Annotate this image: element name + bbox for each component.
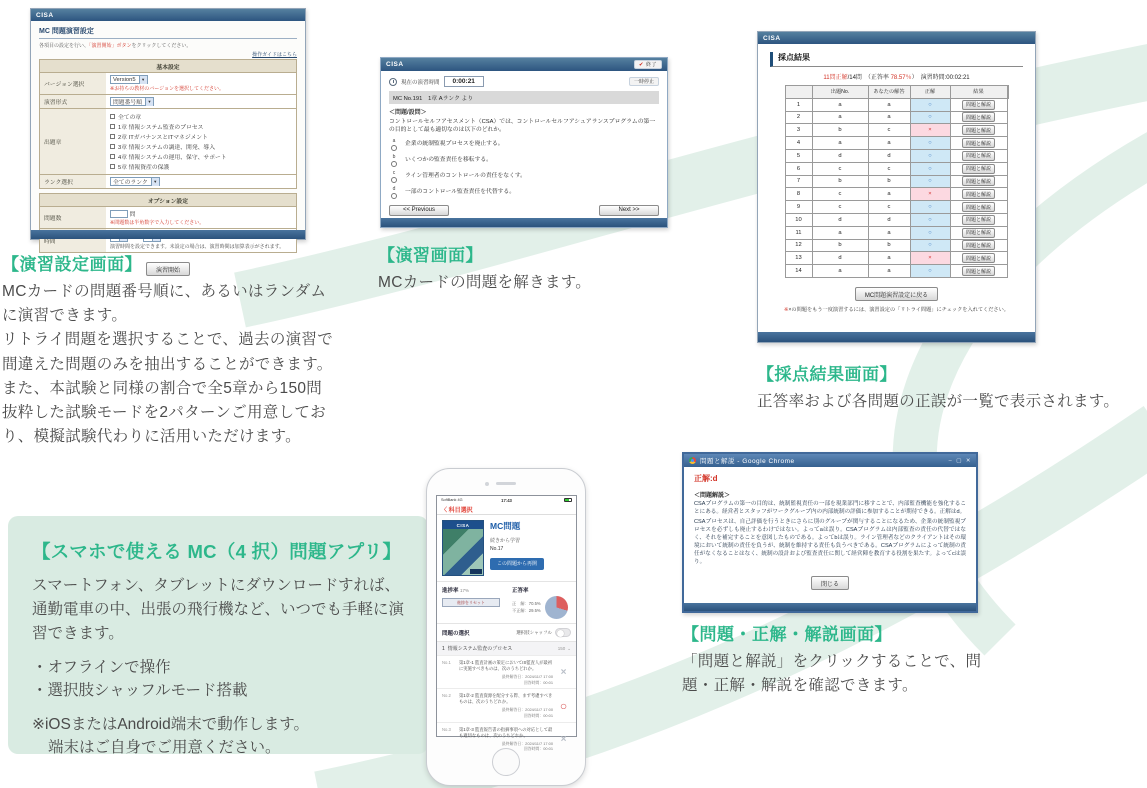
chapter-checkbox-list [106, 109, 296, 174]
chapter-checkbox[interactable] [110, 152, 292, 161]
window-bottom-bar [758, 332, 1035, 342]
item-no: No.2 [442, 693, 451, 699]
answer-option[interactable] [389, 171, 659, 183]
table-row [786, 214, 1009, 227]
item-question-text: 第1章-1 監査計画の策定においてIS監査人が最初に実施すべきものは、次のうちどれか。 [459, 660, 553, 672]
chevron-down-icon: ⌄ [567, 645, 571, 651]
result-table-body [786, 99, 1009, 278]
correct-answer: a [869, 188, 911, 201]
resume-label: 続きから学習 [490, 538, 521, 544]
version-label: バージョン選択 [40, 73, 106, 94]
panel-bullets: ・オフラインで操作 ・選択肢シャッフルモード搭載 [32, 659, 248, 700]
correct-answer: d [869, 214, 911, 227]
column-header: 結果 [951, 86, 1008, 99]
table-row [786, 112, 1009, 125]
time-note: 演習時間を設定できます。未設定の場合は、演習時間は加算表示がされます。 [110, 243, 285, 250]
correct-answer: a [869, 99, 911, 112]
section-basic: 基本設定 [39, 60, 297, 73]
checkbox-icon[interactable] [110, 124, 115, 129]
back-link[interactable]: 〈 科目選択 [441, 507, 473, 514]
your-answer: b [813, 240, 869, 253]
correct-answer: c [869, 124, 911, 137]
result-window [757, 31, 1036, 343]
chapter-checkbox-label: 4章 情報システムの運用、保守、サポート [118, 155, 227, 161]
your-answer: a [813, 227, 869, 240]
chevron-down-icon: ▼ [145, 98, 153, 106]
chapter-checkbox-label: 5章 情報資産の保護 [118, 165, 170, 171]
count-note: ※問題数は半角数字で入力してください。 [110, 220, 205, 227]
caption-title: 【問題・正解・解説画面】 [682, 625, 892, 644]
your-answer: b [813, 124, 869, 137]
correct-answer: a [869, 137, 911, 150]
result-mark: ○ [911, 240, 951, 253]
table-row [786, 240, 1009, 253]
accuracy-pie-chart [545, 596, 568, 619]
accuracy-values: 正 解：70.5% 不正解：29.5% [512, 601, 541, 613]
table-row [786, 163, 1009, 176]
shuffle-toggle[interactable] [555, 628, 571, 637]
result-mark: ○ [911, 265, 951, 278]
settings-titlebar [31, 9, 305, 21]
shuffle-label: 選択肢シャッフル [516, 629, 552, 635]
progress-label: 進捗率 17% [442, 588, 470, 594]
panel-title: 【スマホで使える MC（4 択）問題アプリ】 [32, 541, 402, 562]
accuracy-label: 正答率 [512, 588, 529, 594]
quit-button[interactable]: ✔ 終了 [634, 60, 662, 69]
checkbox-icon[interactable] [110, 114, 115, 119]
correct-answer: d [869, 150, 911, 163]
option-text: いくつかの監査責任を移転する。 [405, 156, 492, 163]
minimize-icon[interactable]: – [948, 457, 953, 464]
column-header: 出題No. [813, 86, 869, 99]
question-list [437, 655, 576, 755]
chapter-group-header[interactable] [437, 641, 576, 655]
chapter-checkbox-label: 全ての章 [118, 115, 142, 121]
item-question-text: 第1章-2 監査資源を配分する際、まず考慮すべきものは、次のうちどれか。 [459, 693, 553, 705]
table-row [786, 137, 1009, 150]
stats-row [437, 581, 576, 623]
question-text: コントロールセルフアセスメント（CSA）では、コントロールセルフアシュアランスプログラムの第一の目的として最も適切なのは以下のどれか。 [389, 119, 656, 134]
chapter-checkbox[interactable] [110, 112, 292, 121]
explain-button[interactable]: 問題と解説 [962, 202, 995, 212]
explain-button[interactable]: 問題と解説 [962, 266, 995, 276]
result-table-header [786, 86, 1009, 99]
caption-body: MCカードの問題番号順に、あるいはランダムに演習できます。 リトライ問題を選択することで、過去の演習で間違えた問題のみを抽出することができます。また、本試験と同様の割合で全5章から150問抜粋した試験モードを2パターンご用意しており、模擬試験代わりに活用いただけます。 [2, 283, 334, 446]
option-text: 一部のコントロール監査責任を代替する。 [405, 188, 516, 195]
result-mark: ○ [911, 137, 951, 150]
correct-answer: c [869, 163, 911, 176]
home-button[interactable] [492, 748, 520, 776]
explain-button[interactable]: 問題と解説 [962, 215, 995, 225]
radio-icon[interactable] [391, 161, 397, 167]
window-title: 問題と解説 - Google Chrome [700, 458, 795, 465]
correct-answer: a [869, 265, 911, 278]
close-icon[interactable]: ✕ [965, 457, 971, 464]
settings-caption [2, 250, 336, 449]
item-no: No.3 [442, 726, 451, 732]
timer-row [389, 76, 659, 87]
explanation-paragraph: CSAプロセスは、自己評価を行うときにさらに別のグループが関与することになるため、企業の統制監視プロセスを必ずしも廃止するわけではない。よってaは誤り。CSAプログラムは内部監査の責任の代替ではなく、それを補完することを意図したものである。よってbは誤り。ライン管理者などのクライアントはその環境において統制の責任を負うが、統制を維持する責任も負うべきである。CSAプログラムによって統制の責任がなくなることはなく、統制の設計および監査責任に関して経営陣を教育する役割を果たす。よってcは誤り。 [694, 518, 966, 565]
close-button[interactable]: 閉じる [811, 576, 849, 590]
column-header: 正解 [911, 86, 951, 99]
subject-card [437, 515, 576, 581]
table-row [786, 265, 1009, 278]
checkbox-icon[interactable] [110, 154, 115, 159]
correct-answer: a [869, 252, 911, 265]
item-meta: 最終解答日：2024/11/7 17:00 回答時間：00:01 [501, 674, 553, 685]
question-no: 3 [786, 124, 813, 137]
select-label: 問題の選択 [442, 630, 470, 637]
explain-button[interactable]: 問題と解説 [962, 189, 995, 199]
chapter-checkbox-label: 2章 ITガバナンスとITマネジメント [118, 135, 208, 141]
correct-answer-label: 正解:d [694, 474, 718, 483]
explanation-heading: ＜問題解説＞ [694, 493, 731, 499]
window-title: CISA [763, 34, 781, 42]
clock-label: 17:43 [501, 497, 512, 503]
explain-button[interactable]: 問題と解説 [962, 240, 995, 250]
correct-answer: c [869, 201, 911, 214]
phone-speaker [496, 482, 516, 485]
question-heading: ＜問題/設問＞ [389, 110, 427, 116]
question-info-bar: MC No.191 1章 Aランク より [389, 91, 659, 104]
correct-answer: b [869, 176, 911, 189]
explain-button[interactable]: 問題と解説 [962, 176, 995, 186]
maximize-icon[interactable]: ▢ [956, 457, 962, 464]
question-no: 4 [786, 137, 813, 150]
result-mark: × [911, 188, 951, 201]
table-row [786, 99, 1009, 112]
caption-title: 【演習画面】 [378, 246, 483, 265]
cover-badge [470, 569, 482, 574]
question-no: 11 [786, 227, 813, 240]
explain-button[interactable]: 問題と解説 [962, 112, 995, 122]
result-mark: × [911, 252, 951, 265]
chapter-checkbox-label: 3章 情報システムの調達、開発、導入 [118, 145, 216, 151]
option-letter: a [392, 137, 396, 144]
rank-label: ランク選択 [40, 175, 106, 188]
item-meta: 最終解答日：2024/11/7 17:00 回答時間：00:01 [501, 707, 553, 719]
resume-question-no: No.17 [490, 546, 504, 552]
explanation-window [682, 452, 978, 613]
option-text: ライン管理者のコントロールの責任をなくす。 [405, 172, 526, 179]
rank-select[interactable]: 全てのランク ▼ [110, 177, 160, 186]
explain-button[interactable]: 問題と解説 [962, 164, 995, 174]
your-answer: c [813, 163, 869, 176]
column-header: あなたの解答 [869, 86, 911, 99]
question-no: 13 [786, 252, 813, 265]
result-caption [757, 360, 1147, 414]
question-no: 5 [786, 150, 813, 163]
next-button[interactable]: Next >> [599, 205, 659, 216]
question-no: 6 [786, 163, 813, 176]
question-count-label: 問題数 [40, 207, 106, 228]
window-title: CISA [36, 11, 54, 19]
section-option: オプション設定 [39, 193, 297, 207]
guide-link[interactable]: 操作ガイドはこちら [252, 52, 297, 58]
practice-caption [378, 241, 678, 295]
result-mark: ○ [911, 227, 951, 240]
your-answer: a [813, 137, 869, 150]
explain-button[interactable]: 問題と解説 [962, 100, 995, 110]
result-mark: × [911, 124, 951, 137]
check-icon: ✔ [638, 61, 644, 68]
answer-option[interactable] [389, 139, 659, 151]
timer-value: 0:00:21 [444, 76, 484, 87]
your-answer: d [813, 252, 869, 265]
result-table [785, 85, 1009, 278]
window-bottom-bar [381, 218, 667, 227]
progress-reset-button[interactable]: 進捗をリセット [442, 598, 500, 607]
result-mark: × [560, 733, 567, 745]
checkbox-icon[interactable] [110, 144, 115, 149]
chapter-checkbox-label: 1章 情報システム監査のプロセス [118, 125, 204, 131]
start-practice-button[interactable]: 演習開始 [146, 262, 190, 276]
column-header [1008, 86, 1009, 99]
timer-label: 現在の演習時間 [401, 79, 440, 86]
window-bottom-bar [31, 230, 305, 239]
format-label: 演習形式 [40, 95, 106, 108]
explain-button[interactable]: 問題と解説 [962, 228, 995, 238]
explanation-paragraph: CSAプログラムの第一の目的は、統制監視責任の一部を現業部門に移すことで、内部監査機能を強化することにある。経営者とスタッフがワークグループ内の内部統制の評価に参加することが期待できる。正解はd。 [694, 501, 966, 515]
checkbox-icon[interactable] [110, 134, 115, 139]
smartphone-mockup [426, 468, 586, 786]
your-answer: a [813, 265, 869, 278]
practice-titlebar [381, 58, 667, 71]
caption-title: 【演習設定画面】 [2, 255, 142, 274]
group-no: 1 [442, 645, 445, 652]
caption-body: 正答率および各問題の正誤が一覧で表示されます。 [757, 393, 1120, 410]
table-row [786, 201, 1009, 214]
question-no: 2 [786, 112, 813, 125]
phone-screen [436, 495, 577, 752]
page-title: MC 問題演習設定 [39, 26, 297, 39]
chrome-icon [689, 457, 696, 464]
item-meta: 最終解答日：2024/11/7 17:00 回答時間：00:01 [501, 740, 553, 752]
version-select[interactable]: Version5 ▼ [110, 75, 148, 84]
explain-button[interactable]: 問題と解説 [962, 125, 995, 135]
chevron-down-icon: ▼ [139, 76, 147, 84]
result-mark: ○ [911, 214, 951, 227]
your-answer: d [813, 214, 869, 227]
explain-button[interactable]: 問題と解説 [962, 151, 995, 161]
app-nav-bar [437, 504, 576, 515]
answer-options [389, 139, 659, 199]
panel-notes: ※iOSまたはAndroid端末で動作します。 端末はご自身でご用意ください。 [32, 715, 310, 756]
answer-option[interactable] [389, 155, 659, 167]
caption-title: 【採点結果画面】 [757, 365, 897, 384]
practice-window [380, 57, 668, 228]
radio-icon[interactable] [391, 145, 397, 151]
status-bar [437, 496, 576, 504]
item-no: No.1 [442, 660, 451, 665]
radio-icon[interactable] [391, 193, 397, 199]
your-answer: c [813, 201, 869, 214]
phone-camera [485, 482, 489, 486]
back-to-settings-button[interactable]: MC問題演習設定に戻る [855, 287, 938, 301]
your-answer: c [813, 188, 869, 201]
clock-icon [389, 78, 397, 86]
explain-button[interactable]: 問題と解説 [962, 138, 995, 148]
your-answer: a [813, 112, 869, 125]
option-text: 企業の統制監視プロセスを廃止する。 [405, 140, 504, 147]
chapter-checkbox[interactable] [110, 122, 292, 131]
question-no: 8 [786, 188, 813, 201]
group-title: 情報システム監査のプロセス [447, 646, 513, 652]
instruction-note: 各項目の設定を行い、「演習開始」ボタンをクリックしてください。 [39, 43, 192, 49]
question-no: 14 [786, 265, 813, 278]
result-mark: × [560, 667, 567, 679]
question-no: 1 [786, 99, 813, 112]
retry-note: ※×の問題をもう一度演習するには、演習設定の「リトライ問題」にチェックを入れてください。 [784, 306, 1009, 313]
option-letter: b [392, 153, 396, 160]
table-row [786, 124, 1009, 137]
result-heading: 採点結果 [770, 52, 1023, 67]
your-answer: a [813, 99, 869, 112]
question-list-item[interactable] [437, 655, 576, 688]
table-row [786, 150, 1009, 163]
radio-icon[interactable] [391, 177, 397, 183]
question-select-row [437, 623, 576, 641]
format-select[interactable]: 問題番号順 ▼ [110, 97, 154, 106]
chevron-down-icon: ▼ [151, 178, 159, 186]
previous-button[interactable]: << Previous [389, 205, 449, 216]
progress-value: 17% [460, 588, 470, 593]
option-letter: c [392, 169, 396, 176]
question-no: 12 [786, 240, 813, 253]
question-count-input[interactable] [110, 210, 128, 218]
cover-title: CISA [443, 521, 483, 529]
item-question-text: 第1章-3 監査報告書の指摘事項への対応として最も適切なものは、次のうちどれか。 [459, 726, 553, 738]
option-letter: d [392, 185, 396, 192]
app-title: MC問題 [490, 521, 521, 531]
table-row [786, 252, 1009, 265]
explanation-caption [682, 620, 1004, 698]
table-row [786, 227, 1009, 240]
table-row [786, 176, 1009, 189]
result-mark: ○ [911, 201, 951, 214]
carrier-label: SoftBank 4G [441, 498, 463, 502]
question-list-item[interactable] [437, 688, 576, 721]
explanation-titlebar [684, 454, 976, 467]
correct-answer: a [869, 112, 911, 125]
smartphone-app-panel [8, 516, 428, 754]
result-mark: ○ [911, 176, 951, 189]
question-no: 7 [786, 176, 813, 189]
chapter-checkbox[interactable] [110, 162, 292, 171]
question-no: 9 [786, 201, 813, 214]
result-mark: ○ [911, 99, 951, 112]
result-mark: ○ [911, 150, 951, 163]
textbook-cover [442, 520, 484, 576]
pause-button[interactable]: 一時停止 [629, 77, 659, 86]
correct-answer: b [869, 240, 911, 253]
chapter-checkbox[interactable] [110, 142, 292, 151]
panel-body: スマートフォン、タブレットにダウンロードすれば、通勤電車の中、出張の飛行機など、いつでも手軽に演習できます。 [32, 577, 405, 643]
result-mark: ○ [911, 163, 951, 176]
caption-body: MCカードの問題を解きます。 [378, 274, 592, 291]
group-count: 150 [557, 646, 566, 651]
battery-icon [564, 498, 572, 502]
version-note: ※お持ちの教材のバージョンを選択してください。 [110, 86, 224, 92]
chapters-label: 出題章 [40, 109, 106, 174]
score-line: 11問正解/14問 （正答率 78.57％） 演習時間:00:02:21 [823, 75, 970, 81]
caption-body: 「問題と解説」をクリックすることで、問題・正解・解説を確認できます。 [682, 653, 982, 695]
resume-button[interactable]: この問題から再開 [490, 558, 544, 570]
your-answer: b [813, 176, 869, 189]
checkbox-icon[interactable] [110, 164, 115, 169]
window-bottom-bar [684, 603, 976, 611]
chapter-checkbox[interactable] [110, 132, 292, 141]
your-answer: d [813, 150, 869, 163]
settings-form: 基本設定 バージョン選択 Version5 ▼ ※お持ちの教材のバージョンを選択してください。 演習形式 問題番号順 ▼ 出題章 全ての章 1章 情報システム監査のプロセス 2章 ITガバナンスとITマネジメント 3章 情報システムの調達、開発、導入 4章 情報システムの運用、保守、サポート 5章 情報資産の保護 ランク選択 全てのランク ▼ オプション設定 問題数 問 ※問題数は半角数字で入力してください。 時間 演習時間を設定できます。未設定の場合は、演習時間は加算表示がされます。 [39, 59, 297, 253]
time-label: 時間 [40, 229, 106, 252]
result-mark: ○ [911, 112, 951, 125]
result-titlebar [758, 32, 1035, 44]
window-title: CISA [386, 61, 404, 68]
question-no: 10 [786, 214, 813, 227]
answer-option[interactable] [389, 187, 659, 199]
table-row [786, 188, 1009, 201]
result-mark: ○ [559, 699, 568, 714]
correct-answer: a [869, 227, 911, 240]
explain-button[interactable]: 問題と解説 [962, 253, 995, 263]
